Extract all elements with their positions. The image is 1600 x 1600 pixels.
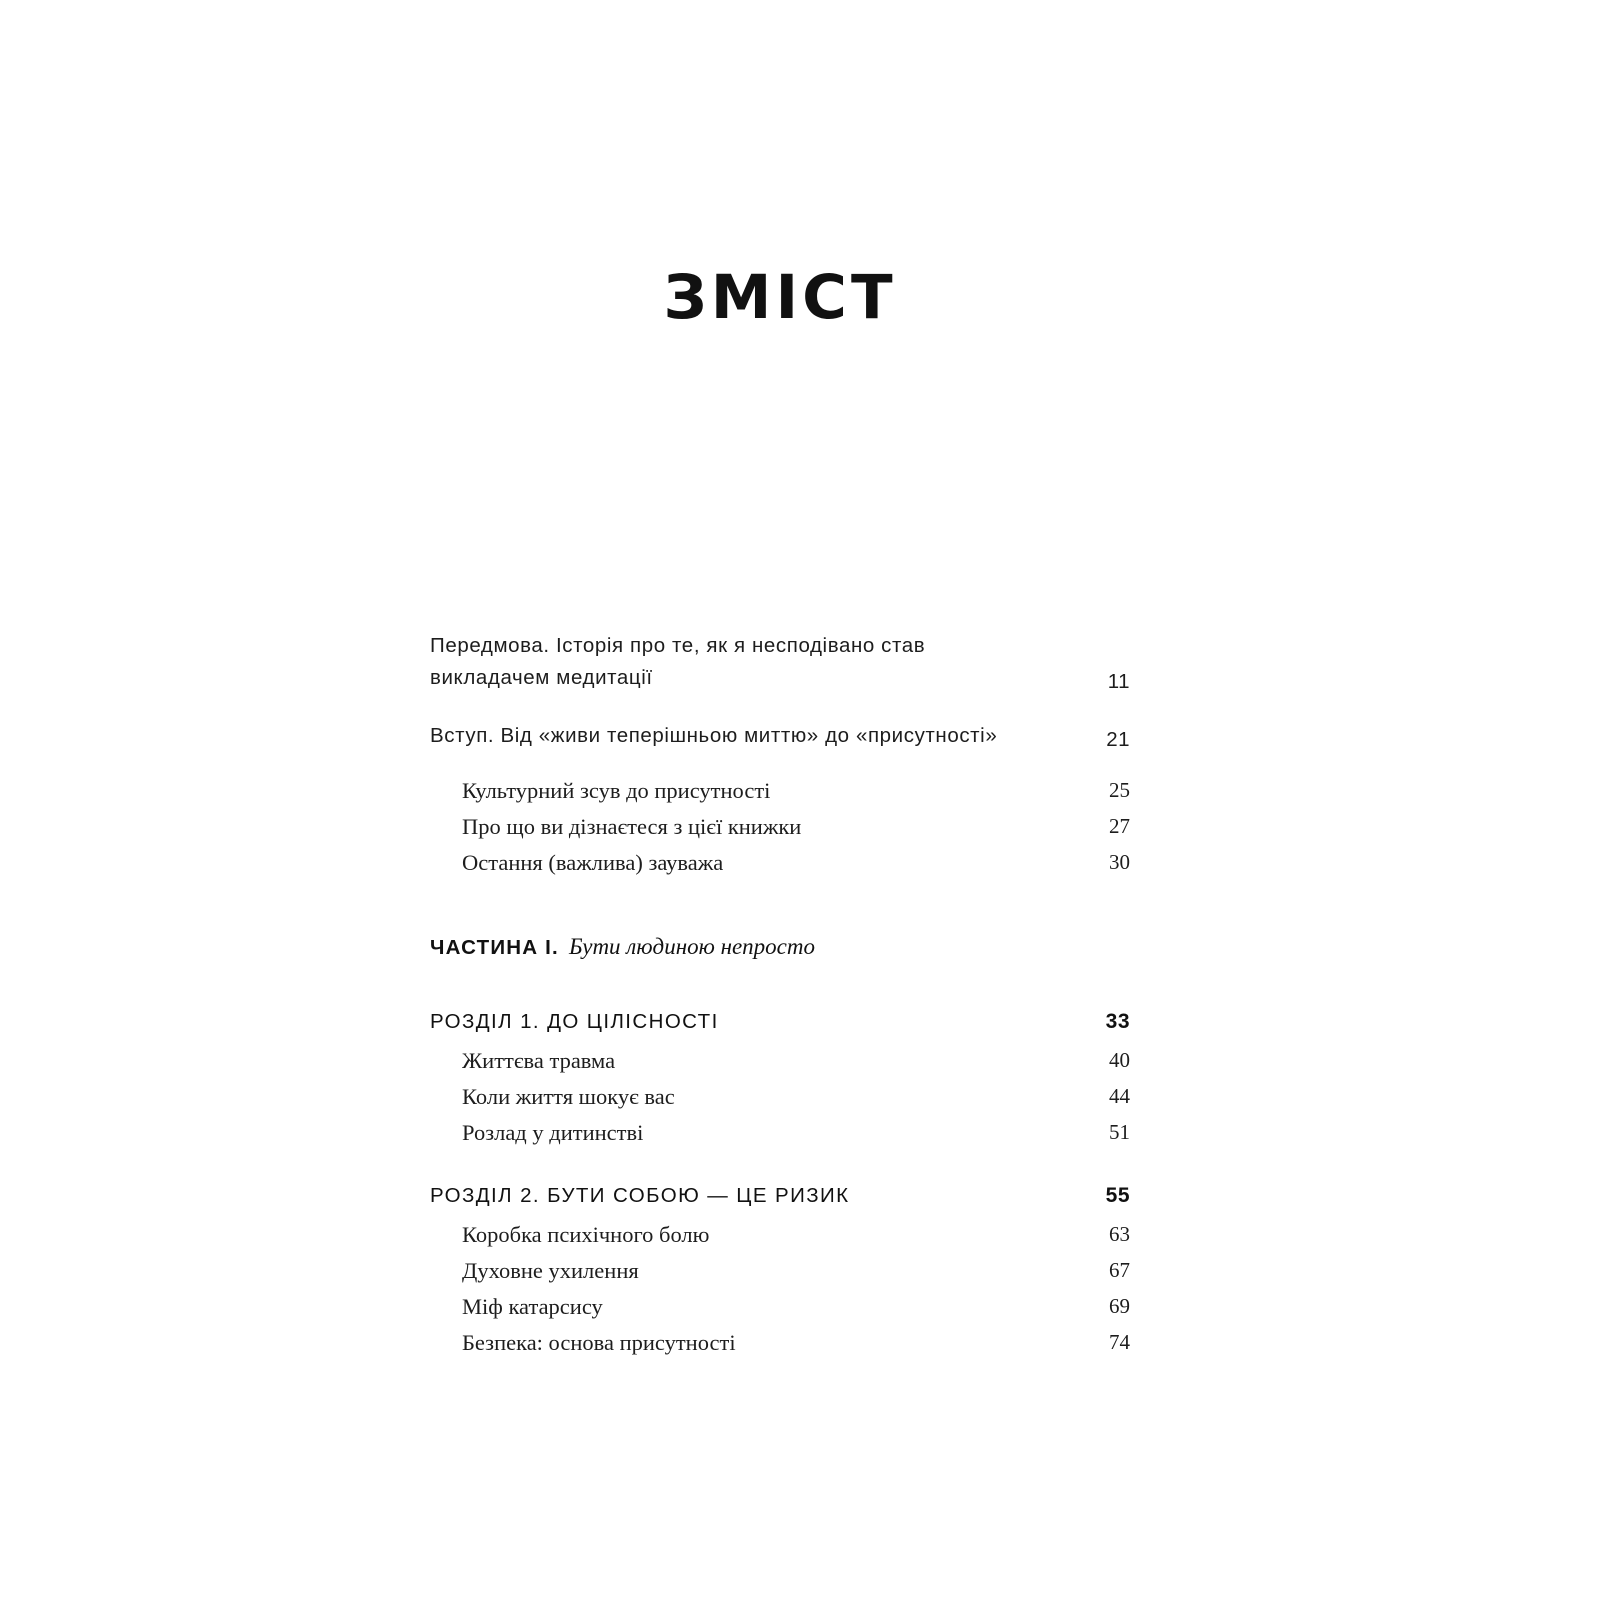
toc-chapter-page: 33 [1105,1010,1130,1033]
toc-subentry[interactable] [430,1258,1130,1284]
toc-subentry-page: 63 [1109,1222,1130,1246]
toc-subentry-page: 25 [1109,778,1130,802]
toc-subentry[interactable] [430,1222,1130,1248]
toc-subentry[interactable] [430,1084,1130,1110]
toc-entry-label: Передмова. Історія про те, як я несподівано став викладачем медитації [430,634,926,689]
part-label: ЧАСТИНА I. [430,936,559,959]
toc-entry-page: 21 [1106,728,1130,751]
toc-chapter-label: РОЗДІЛ 2. БУТИ СОБОЮ — ЦЕ РИЗИК [430,1184,850,1207]
toc-entry-page: 11 [1107,670,1130,693]
toc-subentry-page: 27 [1109,814,1130,838]
toc-subentry-label: Життєва травма [462,1048,616,1073]
toc-subentry-label: Про що ви дізнаєтеся з цієї книжки [462,814,802,839]
table-of-contents [430,630,1130,1366]
toc-chapter-label: РОЗДІЛ 1. ДО ЦІЛІСНОСТІ [430,1010,719,1033]
toc-subentry-label: Культурний зсув до присутності [462,778,771,803]
part-heading [430,934,1130,960]
toc-entry-label: Вступ. Від «живи теперішньою миттю» до «присутності» [430,724,998,747]
toc-chapter-page: 55 [1105,1184,1130,1207]
toc-subentry[interactable] [430,850,1130,876]
toc-subentry[interactable] [430,1294,1130,1320]
toc-subentry-label: Міф катарсису [462,1294,603,1319]
toc-chapter-2[interactable] [430,1184,1130,1208]
toc-subentry-page: 69 [1109,1294,1130,1318]
toc-subentry[interactable] [430,1330,1130,1356]
toc-chapter-1[interactable] [430,1010,1130,1034]
toc-subentry-label: Коли життя шокує вас [462,1084,675,1109]
toc-subentry-label: Коробка психічного болю [462,1222,710,1247]
toc-subentry[interactable] [430,814,1130,840]
toc-subentry-label: Духовне ухилення [462,1258,639,1283]
toc-subentry-page: 74 [1109,1330,1130,1354]
part-title: Бути людиною непросто [568,934,816,959]
toc-subentry-label: Остання (важлива) зауважа [462,850,724,875]
toc-subentry-page: 51 [1109,1120,1130,1144]
toc-subentry[interactable] [430,1120,1130,1146]
toc-subentry-page: 40 [1109,1048,1130,1072]
toc-subentry-page: 30 [1109,850,1130,874]
toc-subentry-page: 44 [1109,1084,1130,1108]
toc-entry-introduction[interactable] [430,720,1130,752]
toc-subentry-label: Розлад у дитинстві [462,1120,644,1145]
toc-entry-foreword[interactable] [430,630,1130,694]
toc-subentry[interactable] [430,778,1130,804]
toc-subentry-label: Безпека: основа присутності [462,1330,736,1355]
toc-subentry-page: 67 [1109,1258,1130,1282]
toc-subentry[interactable] [430,1048,1130,1074]
page-title: ЗМІСТ [663,262,897,333]
